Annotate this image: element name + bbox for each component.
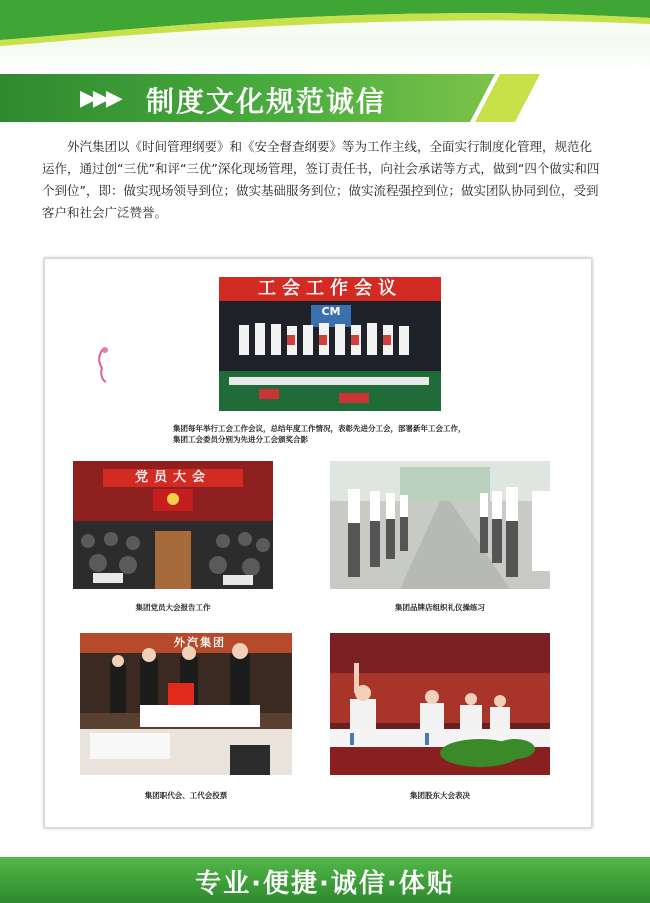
union-meeting-banner: 工会工作会议 xyxy=(258,278,402,299)
banner-arrows-icon: ▶▶▶ xyxy=(80,86,119,111)
section-title: 制度文化规范诚信 xyxy=(146,85,387,118)
voting-banner: 外汽集团 xyxy=(174,636,226,649)
photo-party-congress xyxy=(73,461,273,589)
etiquette-scene xyxy=(330,461,550,589)
intro-paragraph: 外汽集团以《时间管理纲要》和《安全督查纲要》等为工作主线，全面实行制度化管理，规范化运作，通过创“三优”和评“三优”深化现场管理，签订责任书，向社会承诺等方式，做到“四个做实和四个到位”，即：做实现场领导到位；做实基础服务到位；做实流程强控到位；做实团队协同到位，受到客户和社会广泛赞誉。 xyxy=(42,139,600,220)
caption-voting: 集团职代会、工代会投票 xyxy=(144,791,228,800)
caption-etiquette: 集团品牌店组织礼仪操练习 xyxy=(395,603,485,612)
bottom-band xyxy=(0,857,650,903)
footer-slogan: 专业·便捷·诚信·体贴 xyxy=(195,869,455,899)
photo-etiquette xyxy=(330,461,550,589)
union-meeting-logo: CM xyxy=(321,305,341,318)
photo-panel xyxy=(44,258,592,828)
caption-union-meeting-2: 集团工会委员分别为先进分工会颁奖合影 xyxy=(173,435,308,444)
caption-union-meeting-1: 集团每年举行工会工作会议，总结年度工作情况，表彰先进分工会，部署新年工会工作， xyxy=(173,424,466,433)
caption-party-congress: 集团党员大会报告工作 xyxy=(135,603,211,612)
shareholders-scene xyxy=(330,633,550,775)
photo-shareholders xyxy=(330,633,550,775)
top-swoosh xyxy=(0,0,650,70)
top-decor-band xyxy=(0,0,650,70)
section-banner xyxy=(0,74,540,122)
photo-voting xyxy=(80,633,292,775)
decor-flower-icon xyxy=(94,344,114,384)
caption-shareholders: 集团股东大会表决 xyxy=(410,791,470,800)
photo-union-meeting xyxy=(219,277,441,411)
voting-scene xyxy=(80,633,292,775)
party-congress-banner: 党员大会 xyxy=(134,470,211,485)
